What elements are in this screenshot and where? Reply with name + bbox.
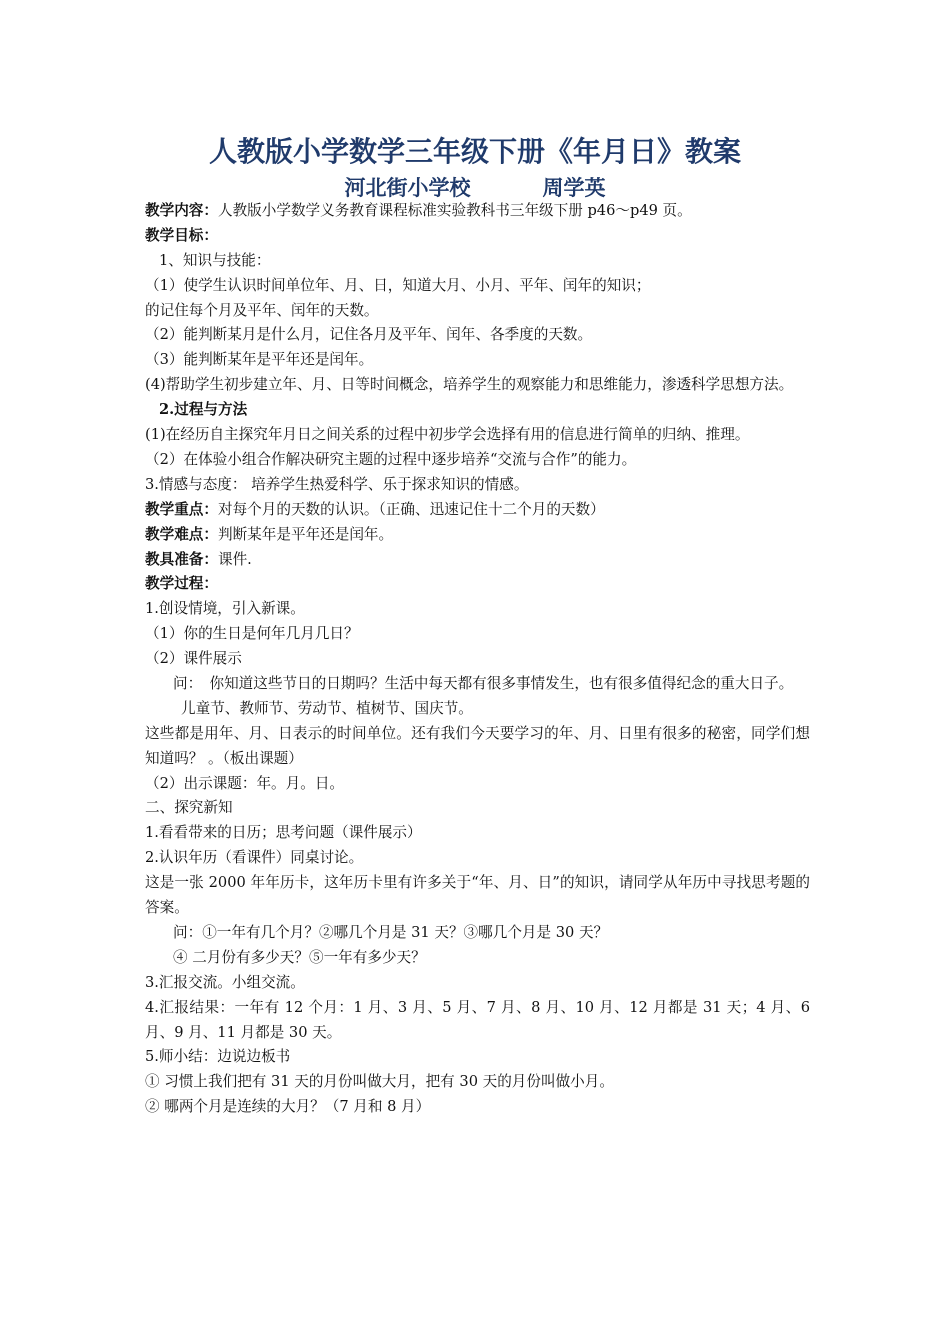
- goal-item-4: (4)帮助学生初步建立年、月、日等时间概念，培养学生的观察能力和思维能力，渗透科学思想方法。: [145, 376, 794, 394]
- author-name: 周学英: [542, 176, 606, 200]
- teaching-content-line: [145, 199, 810, 224]
- process-item-2: （2）在体验小组合作解决研究主题的过程中逐步培养“交流与合作”的能力。: [145, 450, 637, 468]
- teaching-difficulty-label: 教学难点：: [145, 525, 218, 543]
- step-1-heading: 1.创设情境，引入新课。: [145, 600, 305, 618]
- teaching-content-label: 教学内容：: [145, 202, 218, 219]
- questions-line-2: ④ 二月份有多少天？⑤一年有多少天？: [173, 948, 426, 966]
- teaching-goals-label: 教学目标：: [145, 226, 218, 244]
- teaching-difficulty-text: 判断某年是平年还是闰年。: [217, 525, 394, 543]
- document-body: [145, 199, 810, 1120]
- teaching-focus-label: 教学重点：: [145, 500, 218, 518]
- question-paragraph: 问： 你知道这些节日的日期吗？生活中每天都有很多事情发生，也有很多值得纪念的重大日子。: [173, 674, 794, 692]
- teaching-difficulty-line: [145, 523, 810, 548]
- goal-item-3: （3）能判断某年是平年还是闰年。: [145, 351, 374, 369]
- process-method-heading: 2.过程与方法: [159, 401, 248, 419]
- summary-point-1: ① 习惯上我们把有 31 天的月份叫做大月，把有 30 天的月份叫做小月。: [145, 1073, 614, 1091]
- document-subtitle: [0, 172, 950, 202]
- section-2-item-5: 5.师小结：边说边板书: [145, 1048, 291, 1066]
- teaching-aids-label: 教具准备：: [145, 550, 218, 568]
- intro-paragraph: 这些都是用年、月、日表示的时间单位。还有我们今天要学习的年、月、日里有很多的秘密，同学们想知道吗？ 。（板出课题）: [145, 724, 810, 767]
- teaching-focus-text: 对每个月的天数的认识。（正确、迅速记住十二个月的天数）: [217, 500, 605, 518]
- school-name: 河北街小学校: [344, 176, 471, 200]
- goal-item-2: （2）能判断某月是什么月，记住各月及平年、闰年、各季度的天数。: [145, 326, 593, 344]
- show-topic-line: （2）出示课题：年。月。日。: [145, 774, 345, 792]
- teaching-aids-line: [145, 548, 810, 573]
- holiday-list: 儿童节、教师节、劳动节、植树节、国庆节。: [181, 699, 473, 717]
- teaching-content-text: 人教版小学数学义务教育课程标准实验教科书三年级下册 p46～p49 页。: [217, 202, 692, 219]
- goal-item-1: （1）使学生认识时间单位年、月、日，知道大月、小月、平年、闰年的知识；: [145, 276, 651, 294]
- section-2-heading: 二、探究新知: [145, 799, 233, 817]
- teaching-process-label: 教学过程：: [145, 575, 218, 593]
- teaching-aids-text: 课件.: [217, 550, 252, 568]
- document-title: 人教版小学数学三年级下册《年月日》教案: [208, 135, 741, 168]
- emotion-attitude-line: 3.情感与态度： 培养学生热爱科学、乐于探求知识的情感。: [145, 475, 529, 493]
- teaching-focus-line: [145, 498, 810, 523]
- section-2-item-1: 1.看看带来的日历；思考问题（课件展示）: [145, 824, 422, 842]
- questions-line-1: 问：①一年有几个月？②哪几个月是 31 天？③哪几个月是 30 天？: [173, 923, 609, 941]
- section-2-item-3: 3.汇报交流。小组交流。: [145, 973, 305, 991]
- process-item-1: (1)在经历自主探究年月日之间关系的过程中初步学会选择有用的信息进行简单的归纳、推理。: [145, 426, 750, 444]
- knowledge-skills-heading: 1、知识与技能：: [159, 251, 271, 269]
- section-2-item-2: 2.认识年历（看课件）同桌讨论。: [145, 849, 364, 867]
- step-1-item-1: （1）你的生日是何年几月几日？: [145, 625, 359, 643]
- calendar-paragraph: 这是一张 2000 年年历卡，这年历卡里有许多关于“年、月、日”的知识，请同学从年历中寻找思考题的答案。: [145, 874, 810, 917]
- summary-point-2: ② 哪两个月是连续的大月？（7 月和 8 月）: [145, 1098, 431, 1116]
- goal-item-1-cont: 的记住每个月及平年、闰年的天数。: [145, 301, 379, 319]
- step-1-item-2: （2）课件展示: [145, 650, 242, 668]
- section-2-item-4: 4.汇报结果：一年有 12 个月：1 月、3 月、5 月、7 月、8 月、10 月、12 月都是 31 天；4 月、6 月、9 月、11 月都是 30 天。: [145, 998, 810, 1041]
